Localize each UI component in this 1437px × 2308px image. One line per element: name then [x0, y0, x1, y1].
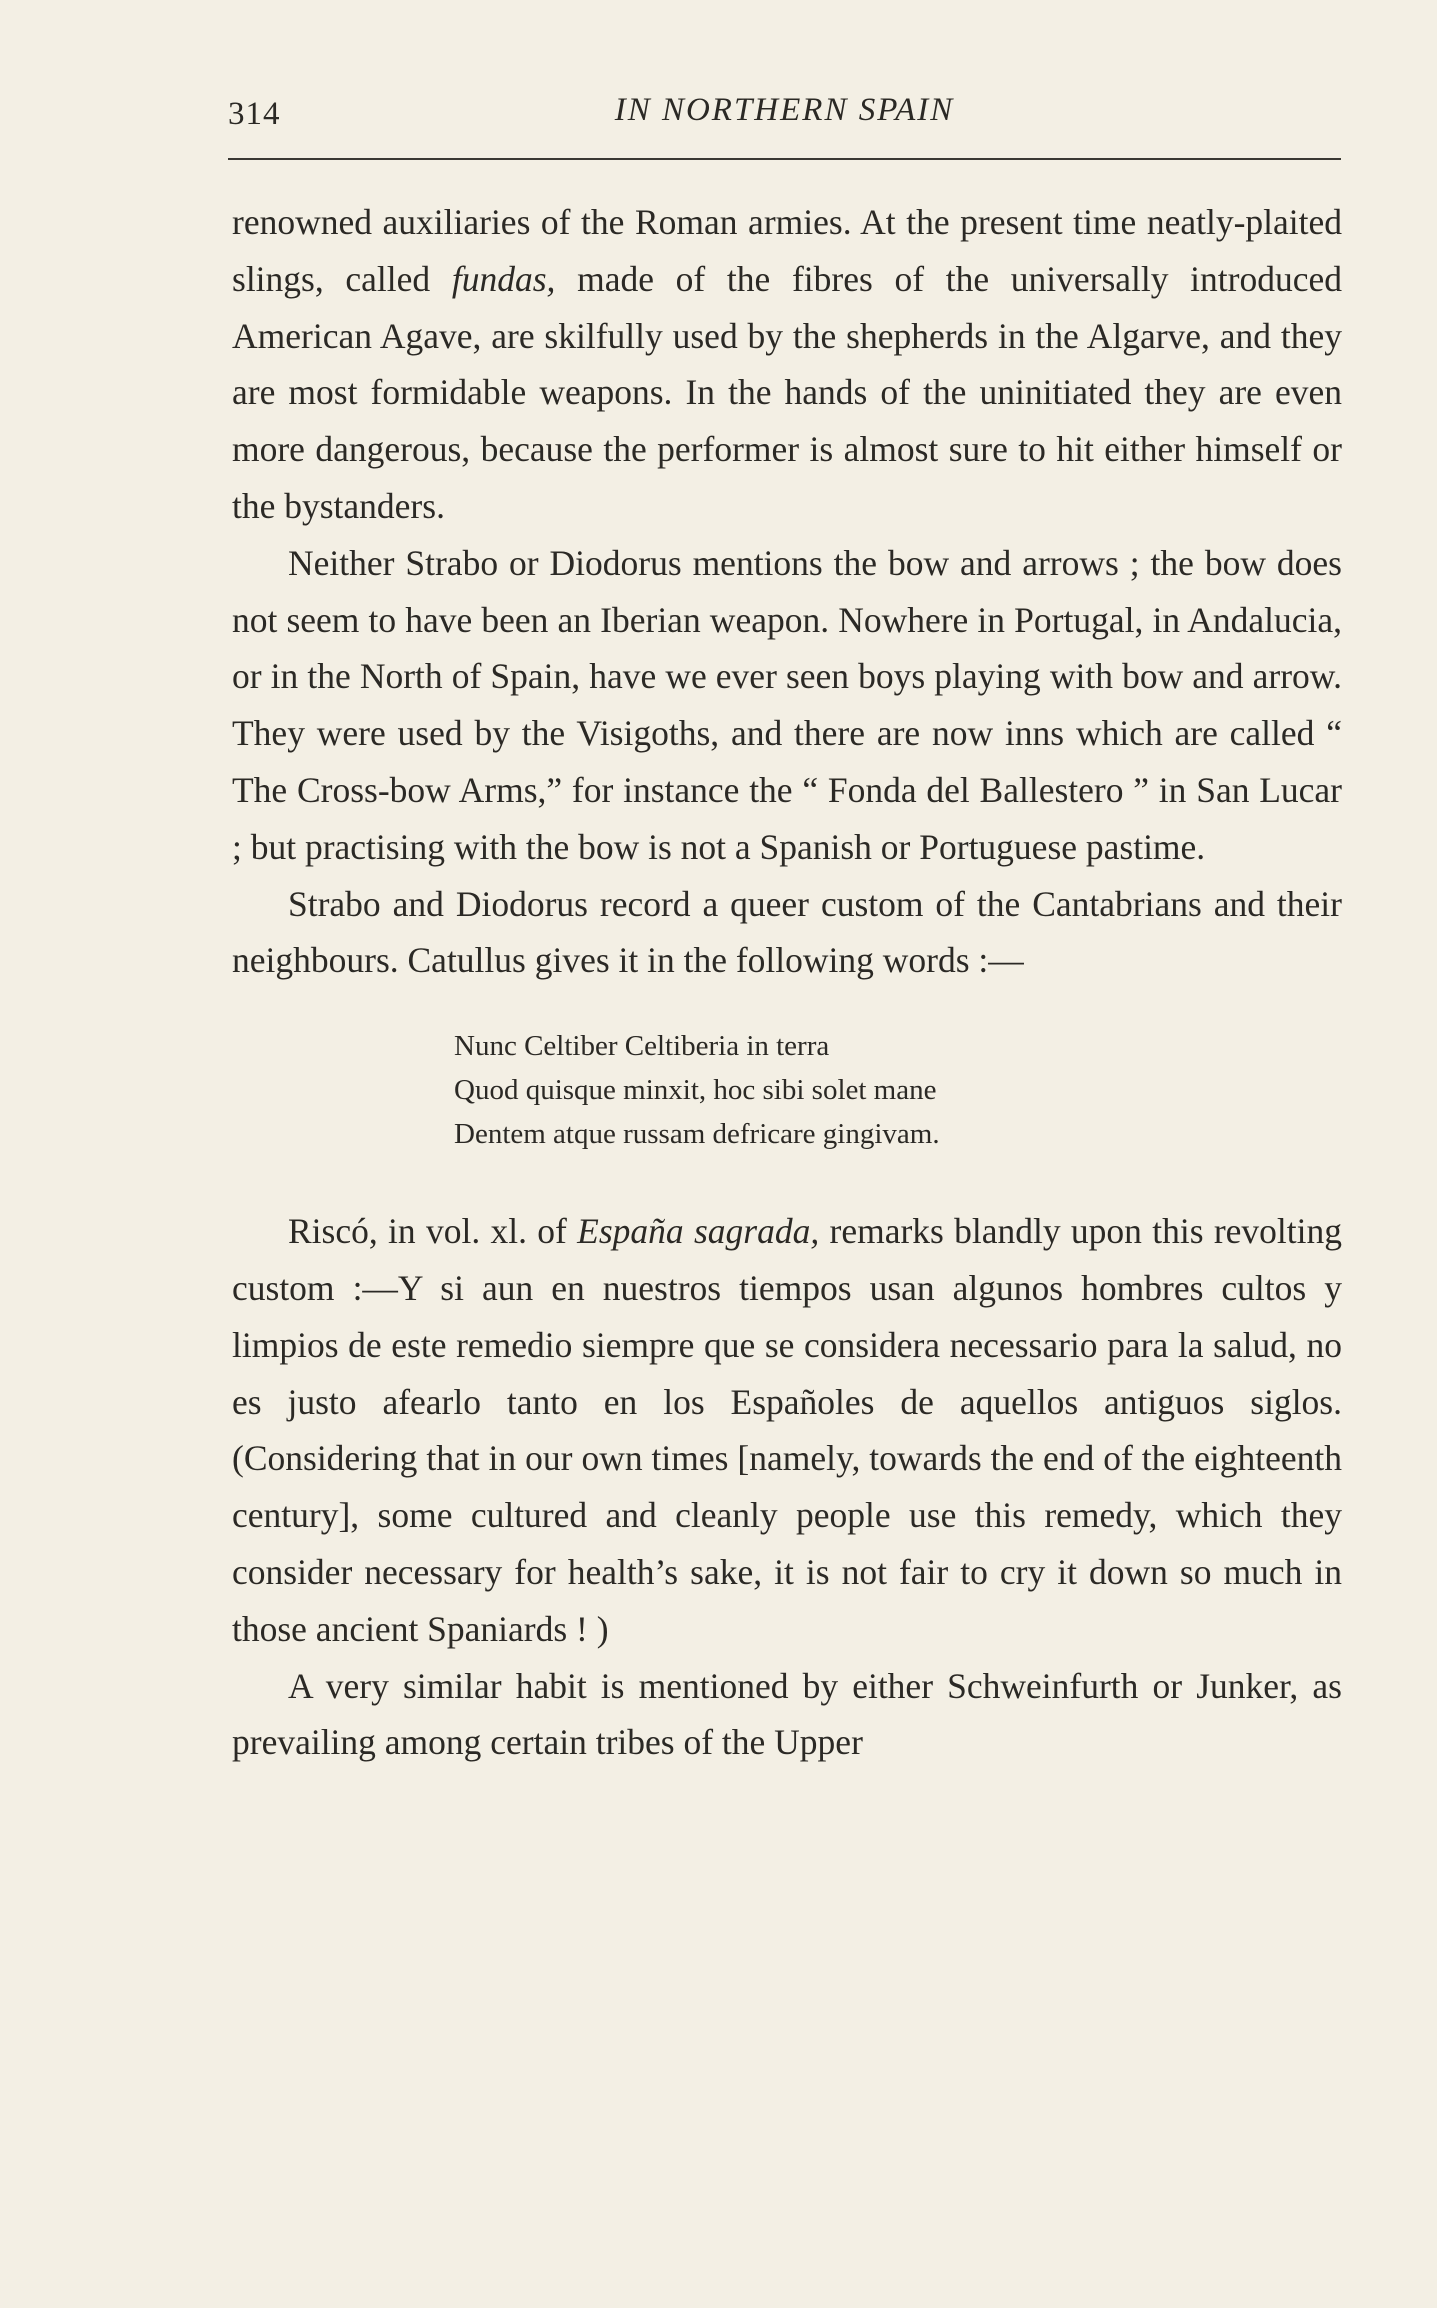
italic-espana-sagrada: España sagrada,	[577, 1211, 820, 1252]
running-title: IN NORTHERN SPAIN	[614, 92, 955, 128]
paragraph-4	[232, 1203, 1342, 1657]
verse-line: Nunc Celtiber Celtiberia in terra	[454, 1030, 830, 1063]
paragraph-2: Neither Strabo or Diodorus mentions the bow and arrows ; the bow does not seem to have been an Iberian weapon. Nowhere in Portugal, in Andalucia, or in the North of Spain, have we ever seen boys playing with bow and arrow. They were used by the Visigoths, and there are now inns which are called “ The Cross-bow Arms,” for instance the “ Fonda del Ballestero ” in San Lucar ; but practising with the bow is not a Spanish or Portuguese pastime.	[232, 542, 1342, 867]
verse-quotation	[454, 1024, 1342, 1156]
paragraph-4-continuation: remarks blandly upon this revolting custom :—Y si aun en nuestros tiempos usan algunos hombres cultos y limpios de este remedio siempre que se considera necessario para la salud, no es justo afearlo tanto en los Españoles de aquellos antiguos siglos. (Considering that in our own times [namely, towards the end of the eighteenth century], some cultured and cleanly people use this remedy, which they consider necessary for health’s sake, it is not fair to cry it down so much in those ancient Spaniards ! )	[232, 1211, 1342, 1649]
paragraph-1-continuation: made of the fibres of the universally introduced American Agave, are skilfully used by the shepherds in the Algarve, and they are most formidable weapons. In the hands of the uninitiated they are even more dangerous, because the performer is almost sure to hit either himself or the bystanders.	[232, 258, 1342, 526]
body-text	[232, 194, 1342, 1771]
header-rule	[228, 158, 1341, 160]
page-number: 314	[228, 96, 281, 132]
page-header	[228, 92, 1341, 142]
paragraph-1-text: renowned auxiliaries of the Roman armies. At the present time neatly-plaited slings, called	[232, 202, 1342, 299]
paragraph-4-text: Riscó, in vol. xl. of	[288, 1211, 578, 1252]
paragraph-3: Strabo and Diodorus record a queer custom of the Cantabrians and their neighbours. Catullus gives it in the following words :—	[232, 883, 1342, 981]
verse-line: Dentem atque russam defricare gingivam.	[454, 1118, 940, 1151]
italic-fundas: fundas,	[451, 258, 556, 299]
paragraph-1	[232, 194, 1342, 535]
verse-line: Quod quisque minxit, hoc sibi solet mane	[454, 1074, 937, 1107]
paragraph-5: A very similar habit is mentioned by either Schweinfurth or Junker, as prevailing among certain tribes of the Upper	[232, 1665, 1342, 1763]
